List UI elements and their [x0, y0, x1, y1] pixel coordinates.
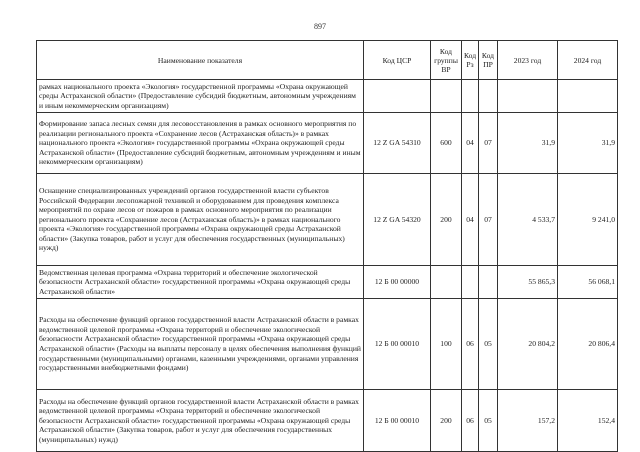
row-2023: 31,9 [498, 113, 558, 174]
row-name: рамках национального проекта «Экология» государственной программы «Охрана окружающей среды Астраханской области» (Предоставление субсидий бюджетным, автономным учреждениям и иным некоммерческим организациям) [37, 80, 364, 113]
row-pr: 07 [479, 174, 498, 266]
row-name: Ведомственная целевая программа «Охрана территорий и обеспечение экологической безопасности Астраханской области» государственной программы «Охрана окружающей среды Астраханской области» [37, 266, 364, 299]
row-2024: 56 068,1 [558, 266, 618, 299]
row-pr: 05 [479, 390, 498, 452]
budget-table [36, 40, 618, 452]
row-pr: 07 [479, 113, 498, 174]
row-vr: 200 [431, 174, 462, 266]
row-csr: 12 Б 00 00000 [364, 266, 431, 299]
row-2023: 20 804,2 [498, 299, 558, 390]
header-rz: Код Рз [462, 41, 479, 80]
header-pr: Код ПР [479, 41, 498, 80]
row-csr [364, 80, 431, 113]
row-rz [462, 80, 479, 113]
row-vr: 200 [431, 390, 462, 452]
header-2024: 2024 год [558, 41, 618, 80]
row-rz: 04 [462, 174, 479, 266]
row-2023: 4 533,7 [498, 174, 558, 266]
row-pr: 05 [479, 299, 498, 390]
header-csr: Код ЦСР [364, 41, 431, 80]
row-name: Расходы на обеспечение функций органов государственной власти Астраханской области в рамках ведомственной целевой программы «Охрана территорий и обеспечение экологической безопасности Астраханской области» государственной программы «Охрана окружающей среды Астраханской области» (Закупка товаров, работ и услуг для обеспечения государственных (муниципальных) нужд) [37, 390, 364, 452]
row-2024: 20 806,4 [558, 299, 618, 390]
row-2023 [498, 80, 558, 113]
table-row [37, 299, 618, 390]
table-row [37, 266, 618, 299]
page-number: 897 [314, 22, 326, 31]
row-csr: 12 Б 00 00010 [364, 299, 431, 390]
row-2023: 55 865,3 [498, 266, 558, 299]
row-rz: 06 [462, 390, 479, 452]
row-vr: 100 [431, 299, 462, 390]
row-name: Оснащение специализированных учреждений органов государственной власти субъектов Российской Федерации лесопожарной техникой и оборудованием для проведения комплекса мероприятий по охране лесов от пожаров в рамках основного мероприятия по реализации регионального проекта «Сохранение лесов (Астраханская область)» в рамках национального проекта «Экология» государственной программы «Охрана окружающей среды Астраханской области» (Закупка товаров, работ и услуг для обеспечения государственных (муниципальных) нужд) [37, 174, 364, 266]
row-name: Расходы на обеспечение функций органов государственной власти Астраханской области в рамках ведомственной целевой программы «Охрана территорий и обеспечение экологической безопасности Астраханской области» государственной программы «Охрана окружающей среды Астраханской области» (Расходы на выплаты персоналу в целях обеспечения выполнения функций государственными (муниципальными) органами, казенными учреждениями, органами управления государственными внебюджетными фондами) [37, 299, 364, 390]
row-2024 [558, 80, 618, 113]
row-vr [431, 266, 462, 299]
row-csr: 12 Б 00 00010 [364, 390, 431, 452]
row-2024: 31,9 [558, 113, 618, 174]
header-2023: 2023 год [498, 41, 558, 80]
row-rz [462, 266, 479, 299]
table-row [37, 174, 618, 266]
row-vr [431, 80, 462, 113]
row-name: Формирование запаса лесных семян для лесовосстановления в рамках основного мероприятия по реализации регионального проекта «Сохранение лесов (Астраханская область)» в рамках национального проекта «Экология» государственной программы «Охрана окружающей среды Астраханской области» (Предоставление субсидий бюджетным, автономным учреждениям и иным некоммерческим организациям) [37, 113, 364, 174]
row-pr [479, 266, 498, 299]
row-2024: 9 241,0 [558, 174, 618, 266]
row-2024: 152,4 [558, 390, 618, 452]
row-rz: 06 [462, 299, 479, 390]
table-row [37, 390, 618, 452]
table-header-row [37, 41, 618, 80]
row-csr: 12 Z GA 54310 [364, 113, 431, 174]
row-2023: 157,2 [498, 390, 558, 452]
row-csr: 12 Z GA 54320 [364, 174, 431, 266]
table-row [37, 113, 618, 174]
row-pr [479, 80, 498, 113]
table-row [37, 80, 618, 113]
row-vr: 600 [431, 113, 462, 174]
header-name: Наименование показателя [37, 41, 364, 80]
header-vr: Код группы ВР [431, 41, 462, 80]
row-rz: 04 [462, 113, 479, 174]
